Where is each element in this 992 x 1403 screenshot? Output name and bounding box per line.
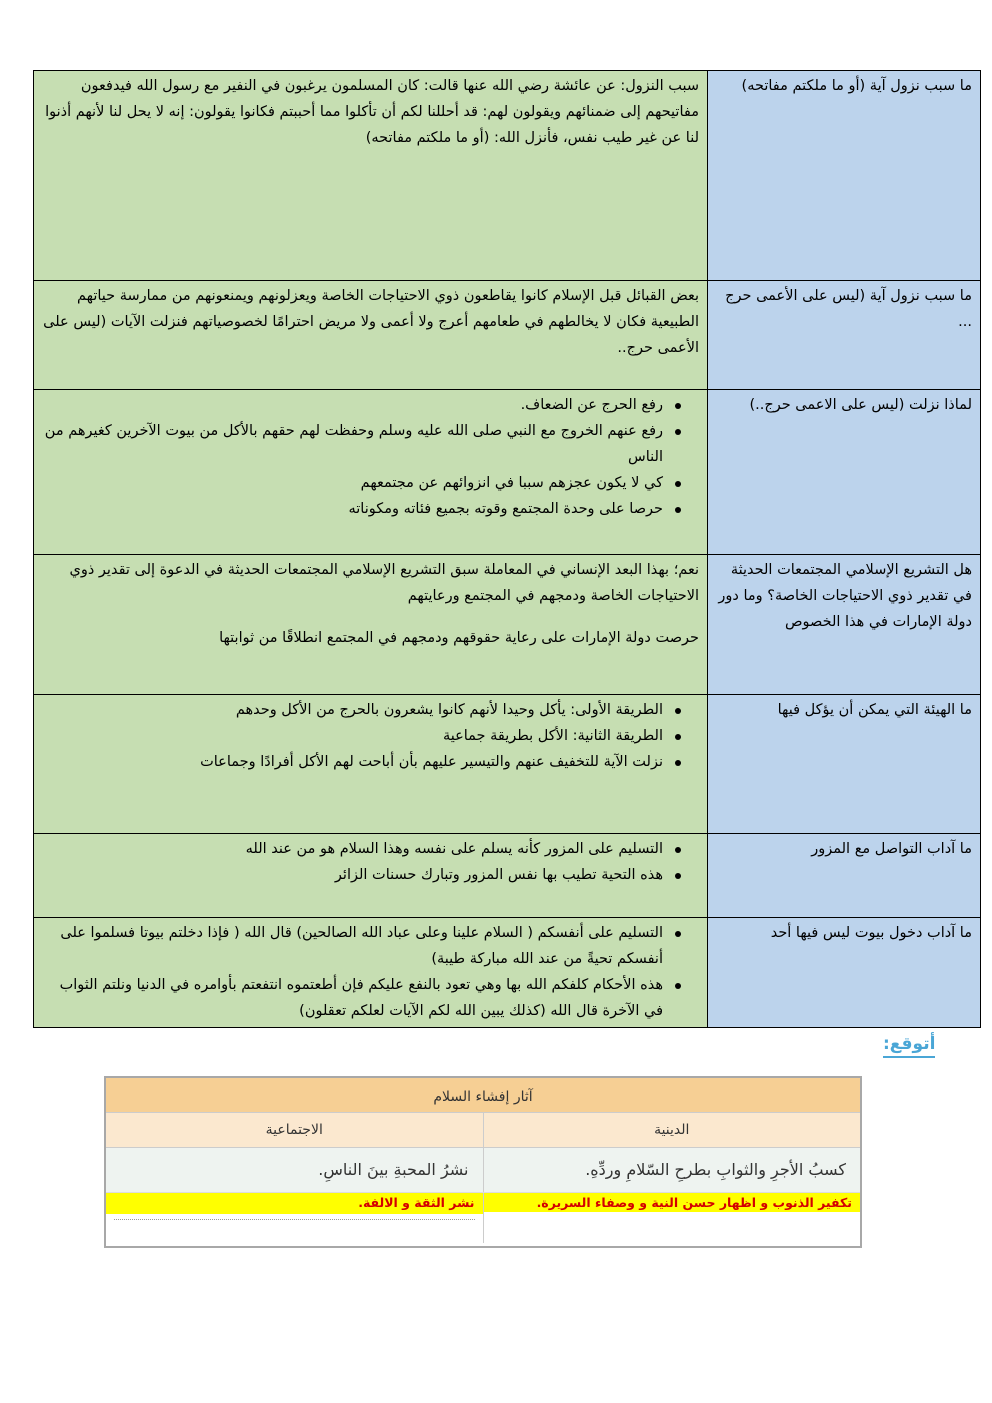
list-item: نزلت الآية للتخفيف عنهم والتيسير عليهم بأن أباحت لهم الأكل أفرادًا وجماعات <box>42 749 677 775</box>
list-item: هذه التحية تطيب بها نفس المزور وتبارك حسنات الزائر <box>42 862 677 888</box>
list-item: الطريقة الثانية: الأكل بطريقة جماعية <box>42 723 677 749</box>
religious-answer-highlight: تكفير الذنوب و اظهار حسن النية و وصفاء السريرة. <box>484 1193 861 1212</box>
answer-cell <box>34 695 708 834</box>
answer-text: بعض القبائل قبل الإسلام كانوا يقاطعون ذوي الاحتياجات الخاصة ويعزلونهم ويمنعونهم من ممارسة حياتهم الطبيعية فكان لا يخالطهم في طعامهم أعرج ولا أعمى ولا مريض احترامًا لخصوصياتهم فنزلت الآيات (ليس على الأعمى حرج.. <box>43 288 699 356</box>
column-header-religious: الدينية <box>483 1113 861 1147</box>
table-row <box>34 918 981 1028</box>
answer-cell <box>34 555 708 695</box>
bullet-list <box>42 697 699 775</box>
question-cell: ما سبب نزول آية (ليس على الأعمى حرج ... <box>708 281 981 390</box>
table-row <box>34 390 981 555</box>
answer-cell <box>34 918 708 1028</box>
spacer <box>42 609 699 625</box>
expect-label: أتوقع: <box>883 1032 935 1058</box>
effects-table-title: آثار إفشاء السلام <box>106 1078 860 1113</box>
list-item: هذه الأحكام كلفكم الله بها وهي تعود بالنفع عليكم فإن أطعتموه انتفعتم بأوامره في الدنيا ونلتم الثواب في الآخرة قال الله (كذلك يبين الله لكم الآيات لعلكم تعقلون) <box>42 972 677 1024</box>
social-answer-highlight: نشر الثقة و الالفة. <box>106 1193 483 1214</box>
question-cell: هل التشريع الإسلامي المجتمعات الحديثة في تقدير ذوي الاحتياجات الخاصة؟ وما دور دولة الإمارات في هذا الخصوص <box>708 555 981 695</box>
question-cell: لماذا نزلت (ليس على الاعمى حرج..) <box>708 390 981 555</box>
bullet-list <box>42 392 699 522</box>
social-answer-cell <box>106 1193 483 1243</box>
question-cell: ما الهيئة التي يمكن أن يؤكل فيها <box>708 695 981 834</box>
answer-text: نعم؛ بهذا البعد الإنساني في المعاملة سبق التشريع الإسلامي المجتمعات الحديثة في الدعوة إلى تقدير ذوي الاحتياجات الخاصة ودمجهم في المجتمع ورعايتهم <box>69 562 699 604</box>
list-item: الطريقة الأولى: يأكل وحيدا لأنهم كانوا يشعرون بالحرج من الأكل وحدهم <box>42 697 677 723</box>
answer-text: حرصت دولة الإمارات على رعاية حقوقهم ودمجهم في المجتمع انطلاقًا من ثوابتها <box>219 630 699 646</box>
question-cell: ما سبب نزول آية (أو ما ملكتم مفاتحه) <box>708 71 981 281</box>
lesson-table <box>33 70 981 1028</box>
list-item: كي لا يكون عجزهم سببا في انزوائهم عن مجتمعهم <box>42 470 677 496</box>
answer-cell <box>34 71 708 281</box>
table-row <box>34 555 981 695</box>
answer-cell <box>34 834 708 918</box>
answer-dotted-line <box>114 1219 475 1220</box>
question-cell: ما آداب التواصل مع المزور <box>708 834 981 918</box>
religious-effect: كسبُ الأجرِ والثوابِ بطرحِ السّلامِ وردِّهِ. <box>483 1148 861 1192</box>
table-row <box>34 281 981 390</box>
answer-text: سبب النزول: عن عائشة رضي الله عنها قالت: كان المسلمون يرغبون في النفير مع رسول الله فيدفعون مفاتيحهم إلى ضمنائهم ويقولون لهم: قد أحللنا لكم أن تأكلوا مما أحببتم فكانوا يقولون: إنه لا يحل لنا لأنهم أذنوا لنا عن غير طيب نفس، فأنزل الله: (أو ما ملكتم مفاتحه) <box>45 78 699 146</box>
list-item: التسليم على المزور كأنه يسلم على نفسه وهذا السلام هو من عند الله <box>42 836 677 862</box>
religious-answer-cell <box>483 1193 861 1243</box>
list-item: رفع الحرج عن الضعاف. <box>42 392 677 418</box>
effects-table-header <box>106 1113 860 1148</box>
table-row <box>106 1148 860 1193</box>
bullet-list <box>42 920 699 1024</box>
list-item: التسليم على أنفسكم ( السلام علينا وعلى عباد الله الصالحين) قال الله ( فإذا دخلتم بيوتا فسلموا على أنفسكم تحيةً من عند الله مباركة طيبة) <box>42 920 677 972</box>
table-row <box>34 71 981 281</box>
bullet-list <box>42 836 699 888</box>
table-row <box>106 1193 860 1243</box>
answer-cell <box>34 390 708 555</box>
effects-table <box>104 1076 862 1248</box>
column-header-social: الاجتماعية <box>265 1122 323 1138</box>
table-row <box>34 695 981 834</box>
social-effect: نشرُ المحبةِ بينَ الناسِ. <box>318 1160 469 1179</box>
table-row <box>34 834 981 918</box>
answer-cell <box>34 281 708 390</box>
list-item: حرصا على وحدة المجتمع وقوته بجميع فئاته ومكوناته <box>42 496 677 522</box>
list-item: رفع عنهم الخروج مع النبي صلى الله عليه وسلم وحفظت لهم حقهم بالأكل من بيوت الآخرين كغيرهم من الناس <box>42 418 677 470</box>
question-cell: ما آداب دخول بيوت ليس فيها أحد <box>708 918 981 1028</box>
